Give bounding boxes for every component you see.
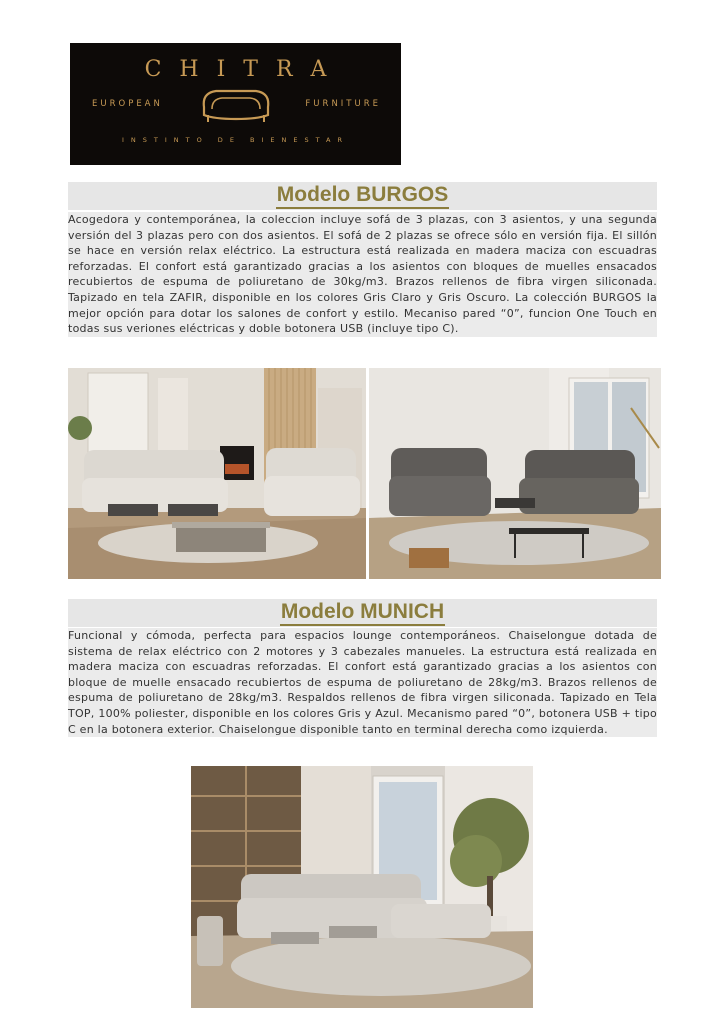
- section-description-munich: Funcional y cómoda, perfecta para espacios lounge contemporáneos. Chaiselongue dotada de sistema de relax eléctrico con 2 motores y 3 cabezales manueles. La estructura está realizada en madera maciza con escuadras reforzadas. El confort está garantizado gracias a los asientos con bloque de muelle ensacado recubiertos de espuma de poliuretano de 28kg/m3. Brazos rellenos de espuma de poliuretano de 28kg/m3. Respaldos rellenos de fibra virgen siliconada. Tapizado en Tela TOP, 100% poliester, disponible en los colores Gris y Azul. Mecanismo pared “0”, botonera USB + tipo C en la botonera exterior. Chaiselongue disponible tanto en terminal derecha como izquierda.: [68, 629, 657, 736]
- section-description-burgos: Acogedora y contemporánea, la coleccion incluye sofá de 3 plazas, con 3 asientos, y una segunda versión del 3 plazas pero con dos asientos. El sofá de 2 plazas se ofrece sólo en versión fija. El sillón se hace en versión relax eléctrico. La estructura está realizada en madera maciza con escuadras reforzadas. El confort está garantizado gracias a los asientos con bloques de muelles ensacados recubiertos de espuma de poliuretano de 30kg/m3. Brazos rellenos de fibra virgen siliconada. Tapizado en tela ZAFIR, disponible en los colores Gris Claro y Gris Oscuro. La colección BURGOS la mejor opción para dotar los salones de confort y estilo. Mecaniso pared “0”, funcion One Touch en todas sus veriones eléctricas y doble botonera USB (incluye tipo C).: [68, 213, 657, 336]
- section-title-munich: Modelo MUNICH: [280, 600, 445, 626]
- logo-subtitle-left: EUROPEAN: [92, 99, 163, 109]
- logo-subtitle-right: FURNITURE: [305, 99, 381, 109]
- burgos-photo-light-grey: [68, 368, 366, 579]
- section-title-bar-munich: [68, 599, 657, 627]
- logo-brand-name: CHITRA: [144, 57, 345, 82]
- sofa-emblem-icon: [198, 85, 274, 125]
- section-title-bar-burgos: [68, 182, 657, 210]
- brand-logo: [70, 43, 401, 165]
- burgos-photo-dark-grey: [369, 368, 661, 579]
- section-title-burgos: Modelo BURGOS: [276, 183, 450, 209]
- logo-tagline: INSTINTO DE BIENESTAR: [122, 136, 349, 144]
- munich-photo: [191, 766, 533, 1008]
